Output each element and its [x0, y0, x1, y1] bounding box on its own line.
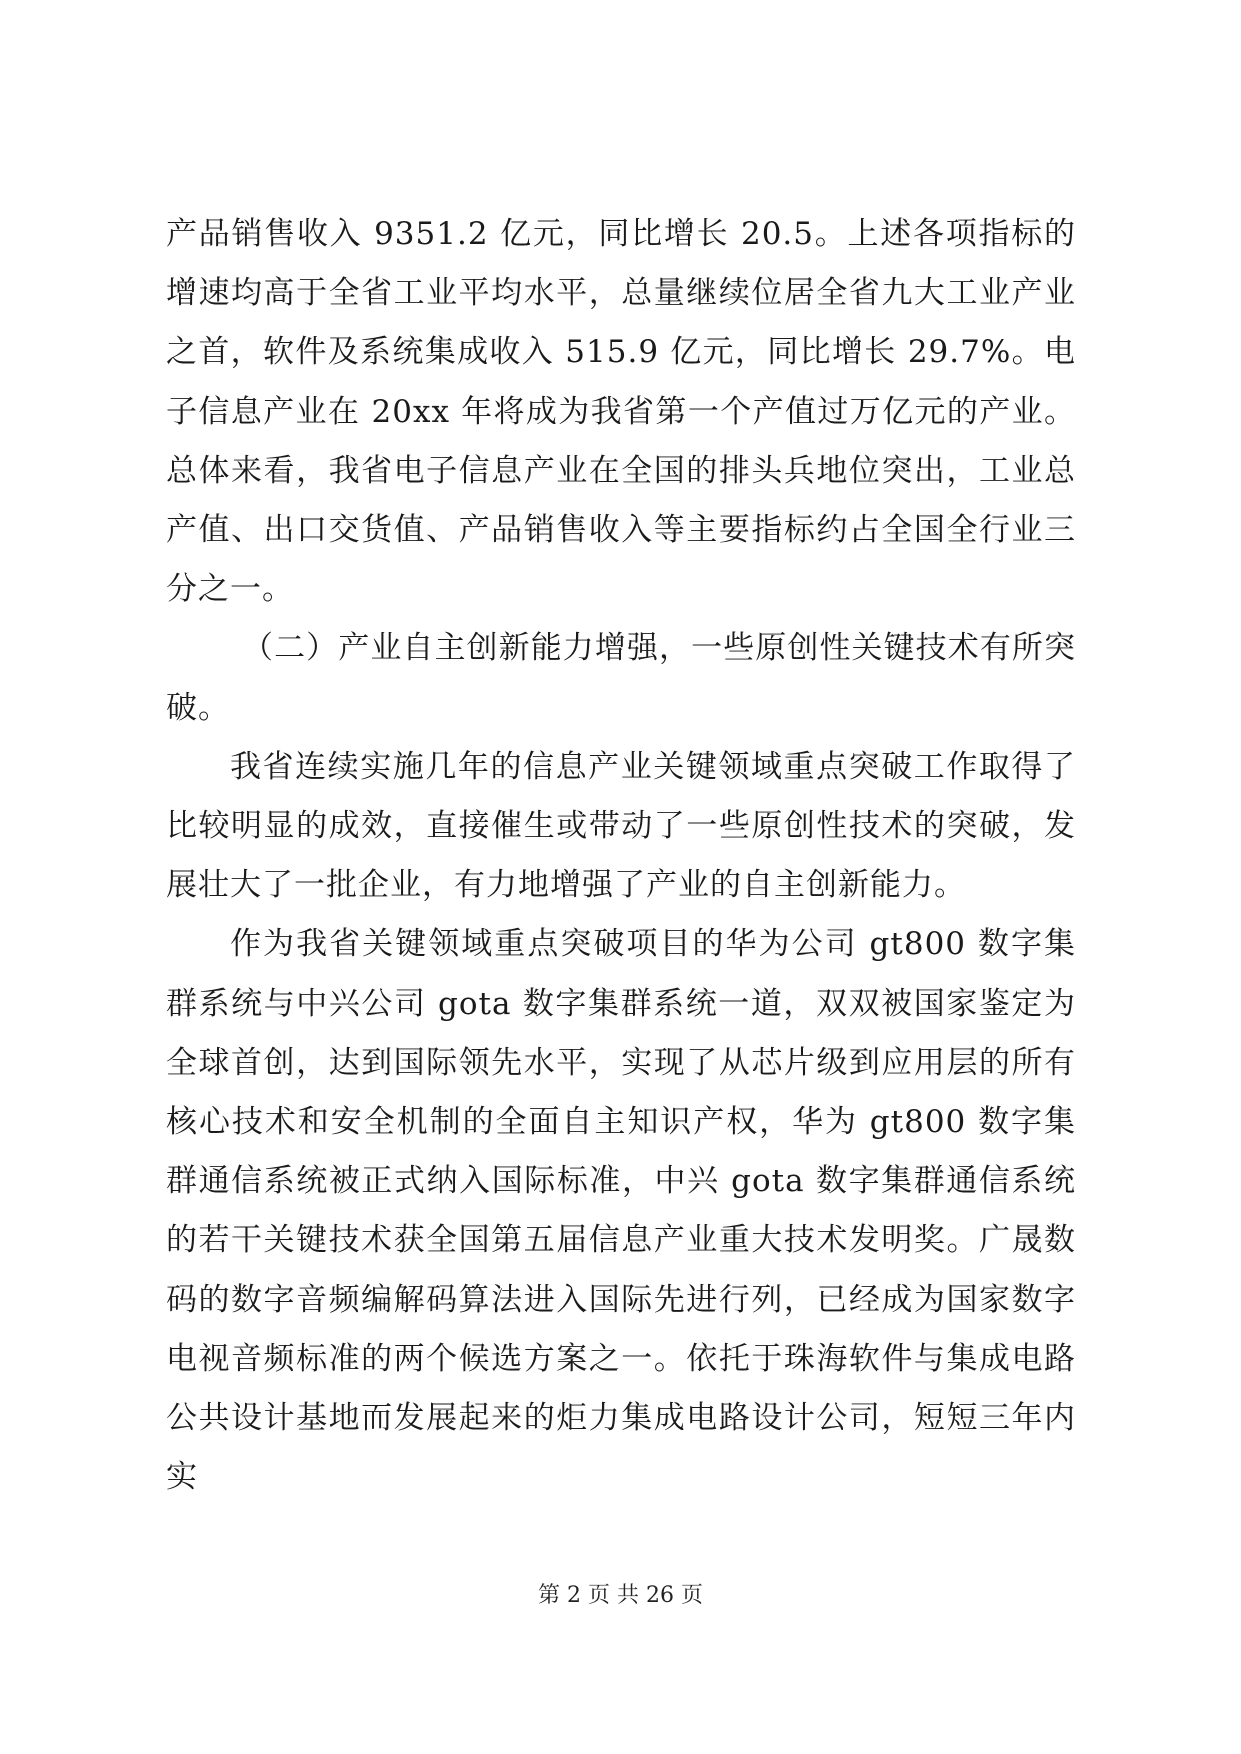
- section-heading-innovation: （二）产业自主创新能力增强，一些原创性关键技术有所突破。: [166, 630, 1076, 726]
- paragraph-key-breakthroughs: 我省连续实施几年的信息产业关键领域重点突破工作取得了比较明显的成效，直接催生或带动了一些原创性技术的突破，发展壮大了一批企业，有力地增强了产业的自主创新能力。: [166, 748, 1076, 904]
- paragraph-sales-summary: 产品销售收入 9351.2 亿元，同比增长 20.5。上述各项指标的增速均高于全省工业平均水平，总量继续位居全省九大工业产业之首，软件及系统集成收入 515.9 亿元，同比增长 29.7%。电子信息产业在 20xx 年将成为我省第一个产值过万亿元的产业。总体来看，我省电子信息产业在全国的排头兵地位突出，工业总产值、出口交货值、产品销售收入等主要指标约占全国全行业三分之一。: [166, 216, 1076, 608]
- paragraph-huawei-zte: 作为我省关键领域重点突破项目的华为公司 gt800 数字集群系统与中兴公司 gota 数字集群系统一道，双双被国家鉴定为全球首创，达到国际领先水平，实现了从芯片级到应用层的所有核心技术和安全机制的全面自主知识产权，华为 gt800 数字集群通信系统被正式纳入国际标准，中兴 gota 数字集群通信系统的若干关键技术获全国第五届信息产业重大技术发明奖。广晟数码的数字音频编解码算法进入国际先进行列，已经成为国家数字电视音频标准的两个候选方案之一。依托于珠海软件与集成电路公共设计基地而发展起来的炬力集成电路设计公司，短短三年内实: [166, 926, 1076, 1496]
- page-number-footer: 第 2 页 共 26 页: [538, 1583, 703, 1608]
- document-body: [166, 205, 1076, 1507]
